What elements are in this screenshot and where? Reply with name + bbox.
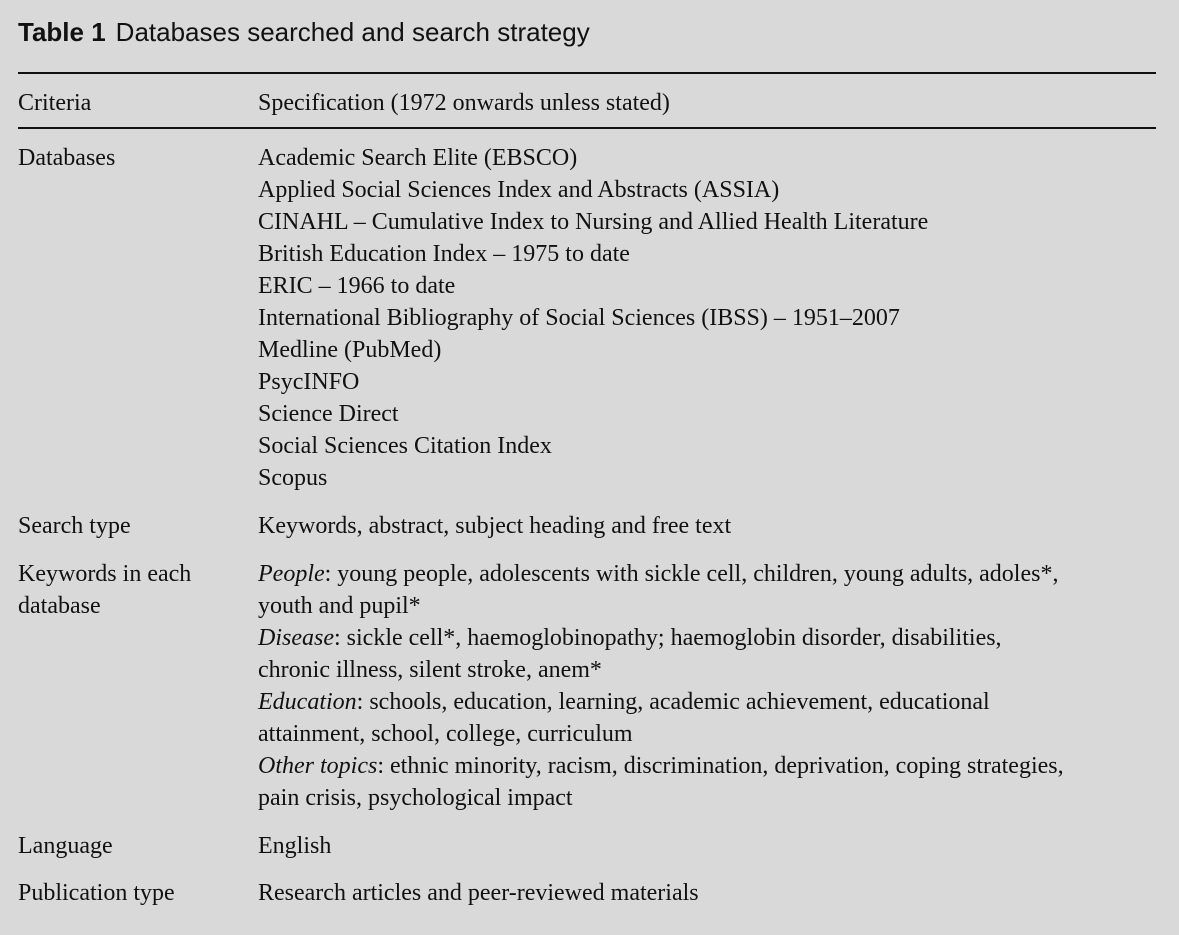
keywords-people-label: People [258,561,325,587]
keywords-other-line: pain crisis, psychological impact [258,785,573,811]
header-specification: Specification (1972 onwards unless stated) [258,90,670,116]
row-language-criteria: Language [18,833,113,859]
keywords-education-line: attainment, school, college, curriculum [258,721,633,747]
keywords-disease-line [258,622,1064,654]
keywords-disease-text: : sickle cell*, haemoglobinopathy; haemoglobin disorder, disabilities, [333,625,1002,651]
row-databases-list [258,142,928,494]
row-publication-type-criteria: Publication type [18,880,175,906]
database-item: Scopus [258,465,328,491]
database-item: Science Direct [258,401,399,427]
row-keywords-spec [258,558,1064,814]
top-rule [18,72,1156,74]
database-item: Academic Search Elite (EBSCO) [258,145,578,171]
table-title: Databases searched and search strategy [115,17,590,47]
row-language-spec: English [258,833,332,859]
database-item: ERIC – 1966 to date [258,273,456,299]
row-publication-type-spec: Research articles and peer-reviewed materials [258,880,699,906]
keywords-criteria-line: Keywords in each [18,561,192,587]
database-item: CINAHL – Cumulative Index to Nursing and Allied Health Literature [258,209,929,235]
database-item: Applied Social Sciences Index and Abstracts (ASSIA) [258,177,780,203]
database-item: PsycINFO [258,369,360,395]
keywords-disease-line: chronic illness, silent stroke, anem* [258,657,602,683]
row-databases-criteria: Databases [18,145,116,171]
keywords-education-text: : schools, education, learning, academic achievement, educational [356,689,990,715]
keywords-other-text: : ethnic minority, racism, discrimination, deprivation, coping strategies, [377,753,1064,779]
database-item: Medline (PubMed) [258,337,442,363]
keywords-disease-label: Disease [258,625,334,651]
header-rule [18,127,1156,129]
keywords-people-line: youth and pupil* [258,593,421,619]
keywords-other-line [258,750,1064,782]
header-criteria: Criteria [18,90,92,116]
table-caption [18,14,590,50]
keywords-people-line [258,558,1064,590]
keywords-people-text: : young people, adolescents with sickle cell, children, young adults, adoles*, [324,561,1059,587]
table-label: Table 1 [18,17,106,47]
row-keywords-criteria [18,558,191,622]
keywords-education-label: Education [258,689,357,715]
database-item: British Education Index – 1975 to date [258,241,630,267]
database-item: Social Sciences Citation Index [258,433,552,459]
database-item: International Bibliography of Social Sciences (IBSS) – 1951–2007 [258,305,900,331]
keywords-other-label: Other topics [258,753,378,779]
row-search-type-criteria: Search type [18,513,131,539]
keywords-criteria-line: database [18,593,101,619]
row-search-type-spec: Keywords, abstract, subject heading and free text [258,513,732,539]
keywords-education-line [258,686,1064,718]
